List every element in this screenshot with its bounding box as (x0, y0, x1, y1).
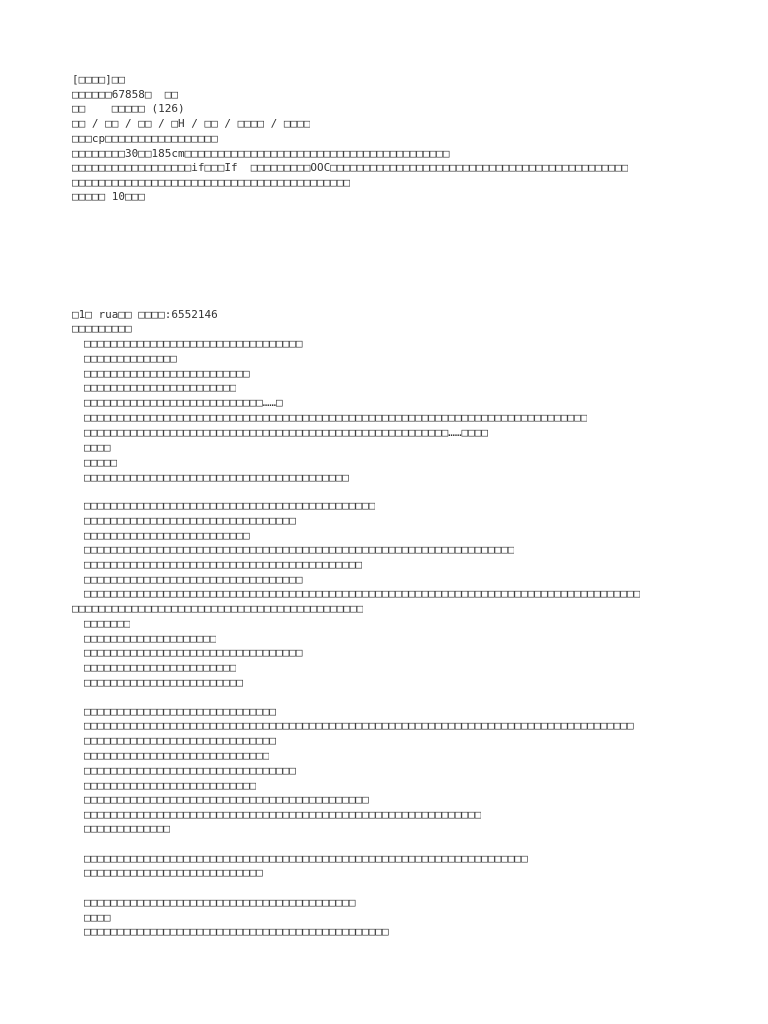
body-line: □□□□□□□□□□□□□□□□□□□□□□□□□□ (84, 779, 257, 792)
summary-line: □□□□□□□□□□□□□□□□□□if□□□If □□□□□□□□□OOC□□□□□□□□□□□□□□□□□□□□□□□□□□□□□□□□□□□□□□□□□□□□□ (72, 161, 629, 174)
summary-line: □□□cp□□□□□□□□□□□□□□□□□ (72, 132, 218, 145)
body-line: □□□□□□□□□□□□□□□□□□□□□□□□□□□□ (84, 749, 270, 762)
body-line: □□□□□□□□□□□□□□□□□□□□□□□□□□□□□□□□□□□□□□□□□□□□□□□□□□□□□□□□□□□□□□□□□ (84, 543, 515, 556)
body-line: □□□□□□□□□□□□□□□□□□□□□□□□□□□□□□□□□□□□□□□□□□□□□□□□□□□□□□□□□□□□□□□□□□□ (84, 852, 528, 865)
body-line: □□□□□□□□□□□□□□□□□□□□□□□□□□□□□□□□□□□□□□□□□□□□□□□□□□□□□□□□□□□□□□□□□□□□□□□□□□□□□□□□□□□ (84, 719, 634, 732)
body-line: □□□□□□□□□□□□□□□□□□□□□□□□□ (84, 367, 250, 380)
body-line: □□□□□□□□□□□□□□□□□□□□□□□ (84, 381, 237, 394)
body-line: □□□□□□□□□□□□□□□□□□□□□□□□□□□□□□□□□ (84, 573, 303, 586)
body-line: □□□□□□□□□□□□□□□□□□□□□□□□□□□□□□□□□□□□□□□□□□□□□□ (84, 925, 389, 938)
body-line: □□□□□□□□□□□□□ (84, 822, 171, 835)
body-line: □□□□□□□□□□□□□□□□□□□□□□□ (84, 661, 237, 674)
body-line: □□□□□□□□□□□□□□□□□□□□□□□□□□□□□□□□□□□□□□□□ (84, 471, 349, 484)
body-line: □□□□□□□□□□□□□□□□□□□□□□□□□□□□□□□□ (84, 514, 296, 527)
body-line: □□□□□□□□□□□□□□ (84, 352, 177, 365)
summary-line: □□□□□□□□30□□185cm□□□□□□□□□□□□□□□□□□□□□□□□□□□□□□□□□□□□□□□□ (72, 147, 450, 160)
body-line: □□□□□□□□□□□□□□□□□□□□□□□□□□□□□ (84, 734, 277, 747)
body-line: □□□□□□□□□□□□□□□□□□□□□□□□□□□□□□□□□□□□□□□□□□□□ (84, 499, 376, 512)
body-line: □□□□□□□□□□□□□□□□□□□□□□□□□□□□□□□□□ (84, 337, 303, 350)
body-line: □□□□□□□□□□□□□□□□□□□□□□□□□□□□□□□□□□□□□□□□□□□□□□□□□□□□□□□□□□□□ (84, 808, 482, 821)
body-line: □□□□□□□□□□□□□□□□□□□□□□□□□□□□□□□□□□□□□□□□□□□ (84, 793, 369, 806)
body-line: □□□□ (84, 911, 111, 924)
post-count-line: □□ □□□□□ (126) (72, 102, 185, 115)
post-intro: □□□□□□□□□ (72, 322, 132, 335)
body-line: □□□□□□□ (84, 617, 131, 630)
body-line: □□□□□□□□□□□□□□□□□□□□□□□□□□□□□□□□□□□□□□□□□□□□□□□□□□□□□□□□□□□□□□□□□□□□□□□□□□□□□□□□□□□□ (84, 587, 641, 600)
post-title: [□□□□]□□ (72, 73, 125, 86)
body-line: □□□□□□□□□□□□□□□□□□□□□□□□□□□……□ (84, 396, 283, 409)
tag-line: □□ / □□ / □□ / □H / □□ / □□□□ / □□□□ (72, 117, 311, 130)
body-line: □□□□□□□□□□□□□□□□□□□□□□□□□□□□□□□□ (84, 764, 296, 777)
body-line: □□□□□□□□□□□□□□□□□□□□□□□□□□□□□ (84, 705, 277, 718)
body-line: □□□□□□□□□□□□□□□□□□□□□□□□□□□□□□□□□□□□□□□□□□□□□□□□□□□□□□□□□□□□□□□□□□□□□□□□□□□□ (84, 411, 588, 424)
summary-line: □□□□□ 10□□□ (72, 190, 145, 203)
body-line: □□□□□□□□□□□□□□□□□□□□□□□□□□□□□□□□□ (84, 646, 303, 659)
post-id-line: □□□□□□67858□ □□ (72, 88, 178, 101)
body-line: □□□□□□□□□□□□□□□□□□□□□□□□ (84, 676, 243, 689)
body-line: □□□□□□□□□□□□□□□□□□□□□□□□□□□□□□□□□□□□□□□□□□□□□□□□□□□□□□□……□□□□ (84, 426, 488, 439)
body-line: □□□□□□□□□□□□□□□□□□□□□□□□□□□□□□□□□□□□□□□□□ (84, 896, 356, 909)
body-line: □□□□□□□□□□□□□□□□□□□□□□□□□□□□□□□□□□□□□□□□□□□□ (72, 602, 364, 615)
body-line: □□□□□□□□□□□□□□□□□□□□□□□□□ (84, 529, 250, 542)
body-line: □□□□□ (84, 456, 118, 469)
body-line: □□□□ (84, 441, 111, 454)
summary-line: □□□□□□□□□□□□□□□□□□□□□□□□□□□□□□□□□□□□□□□□□□ (72, 176, 351, 189)
body-line: □□□□□□□□□□□□□□□□□□□□ (84, 632, 217, 645)
body-line: □□□□□□□□□□□□□□□□□□□□□□□□□□□ (84, 866, 263, 879)
body-line: □□□□□□□□□□□□□□□□□□□□□□□□□□□□□□□□□□□□□□□□□□ (84, 558, 363, 571)
post-header: □1□ rua□□ □□□□:6552146 (72, 308, 218, 321)
